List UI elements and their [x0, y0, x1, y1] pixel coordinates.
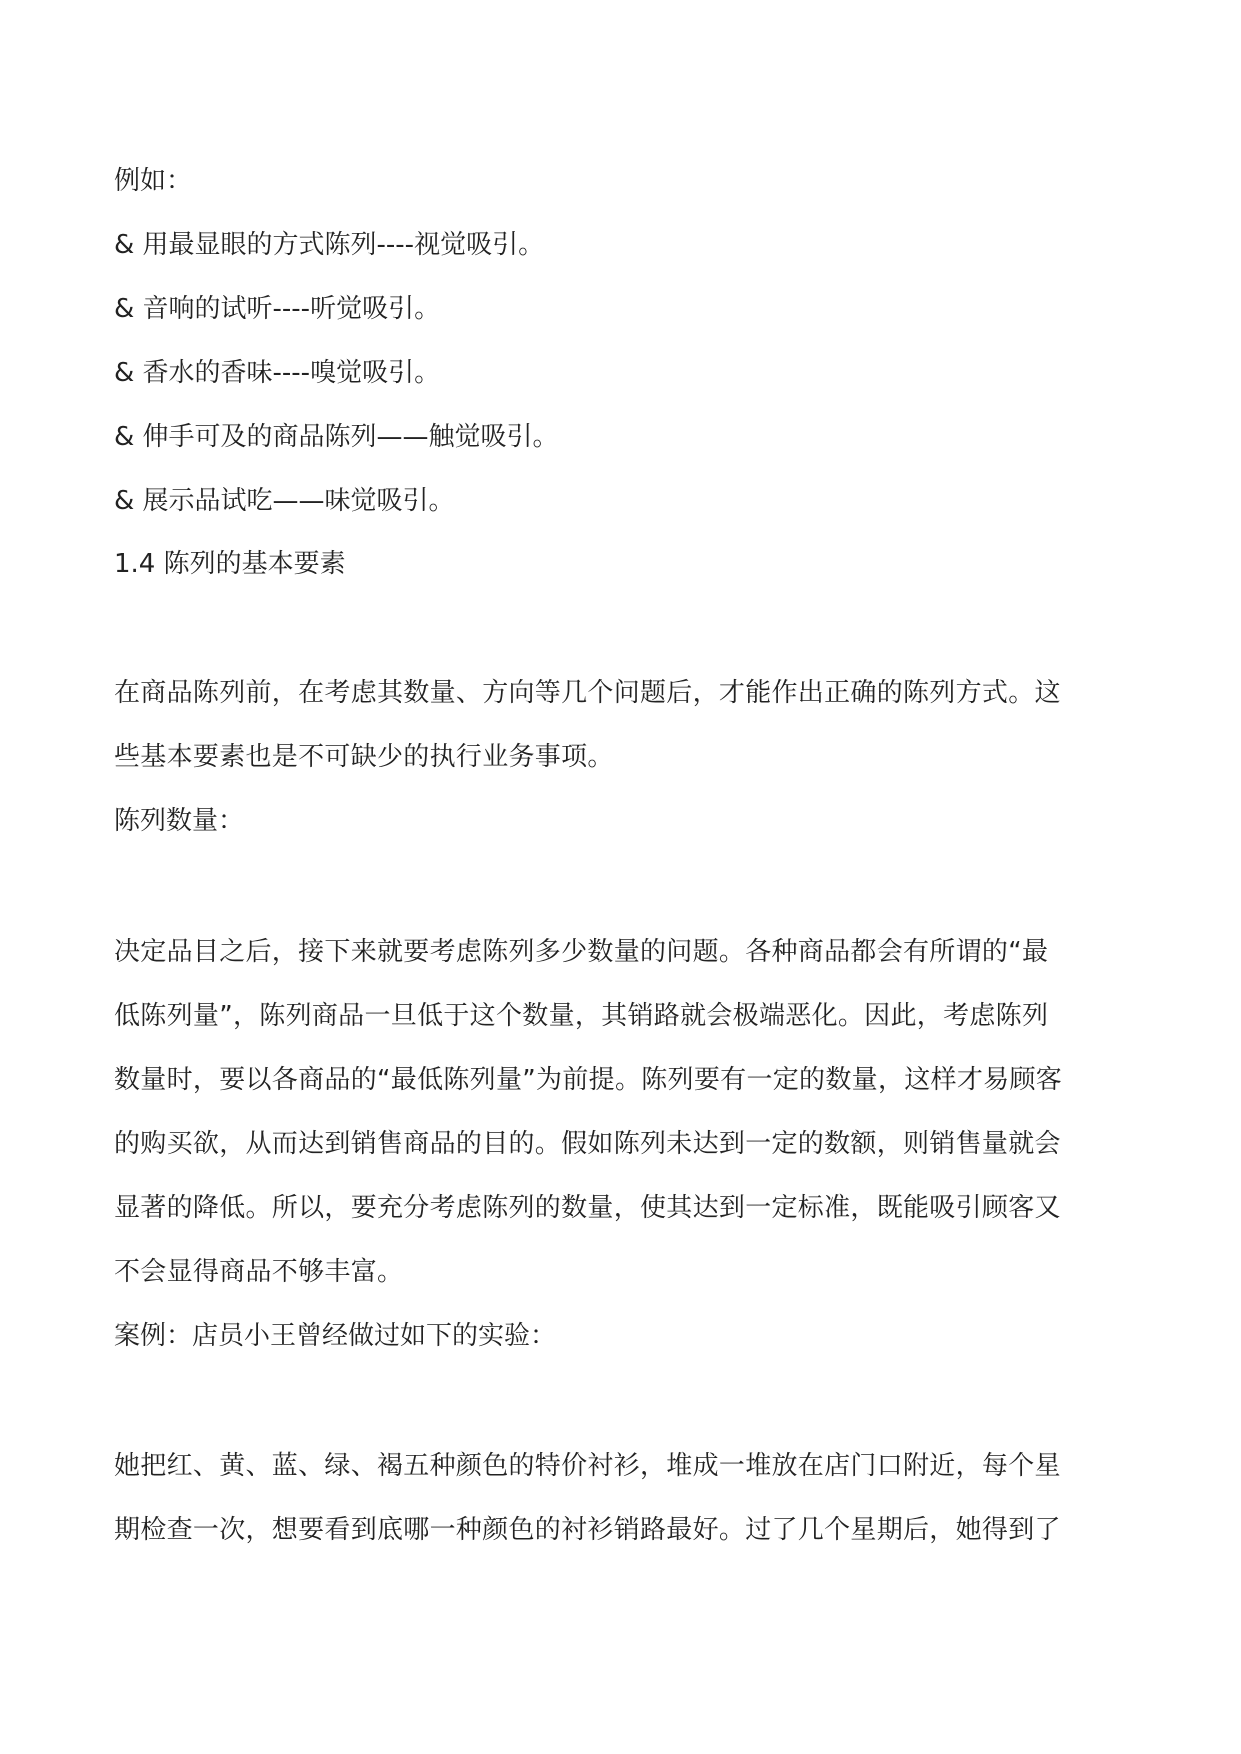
text-line-auditory: & 音响的试听----听觉吸引。 [114, 294, 441, 324]
text-line-visual: & 用最显眼的方式陈列----视觉吸引。 [114, 230, 545, 260]
paragraph-line: 在商品陈列前，在考虑其数量、方向等几个问题后，才能作出正确的陈列方式。这 [114, 678, 1061, 708]
subheading-quantity: 陈列数量： [114, 806, 245, 836]
text-line-tactile: & 伸手可及的商品陈列——触觉吸引。 [114, 422, 559, 452]
paragraph-line: 显著的降低。所以，要充分考虑陈列的数量，使其达到一定标准，既能吸引顾客又 [114, 1193, 1061, 1223]
paragraph-line: 决定品目之后，接下来就要考虑陈列多少数量的问题。各种商品都会有所谓的“最 [114, 937, 1049, 967]
text-line-example-intro: 例如： [114, 166, 193, 196]
paragraph-line: 些基本要素也是不可缺少的执行业务事项。 [114, 742, 614, 772]
text-line-gustatory: & 展示品试吃——味觉吸引。 [114, 486, 455, 516]
paragraph-line: 低陈列量”，陈列商品一旦低于这个数量，其销路就会极端恶化。因此，考虑陈列 [114, 1001, 1049, 1031]
paragraph-line: 期检查一次，想要看到底哪一种颜色的衬衫销路最好。过了几个星期后，她得到了 [114, 1515, 1061, 1545]
case-heading: 案例：店员小王曾经做过如下的实验： [114, 1321, 557, 1351]
paragraph-line: 不会显得商品不够丰富。 [114, 1257, 404, 1287]
section-heading: 1.4 陈列的基本要素 [114, 549, 346, 579]
paragraph-line: 她把红、黄、蓝、绿、褐五种颜色的特价衬衫，堆成一堆放在店门口附近，每个星 [114, 1451, 1061, 1481]
paragraph-line: 的购买欲，从而达到销售商品的目的。假如陈列未达到一定的数额，则销售量就会 [114, 1129, 1061, 1159]
paragraph-line: 数量时，要以各商品的“最低陈列量”为前提。陈列要有一定的数量，这样才易顾客 [114, 1065, 1063, 1095]
text-line-olfactory: & 香水的香味----嗅觉吸引。 [114, 358, 441, 388]
